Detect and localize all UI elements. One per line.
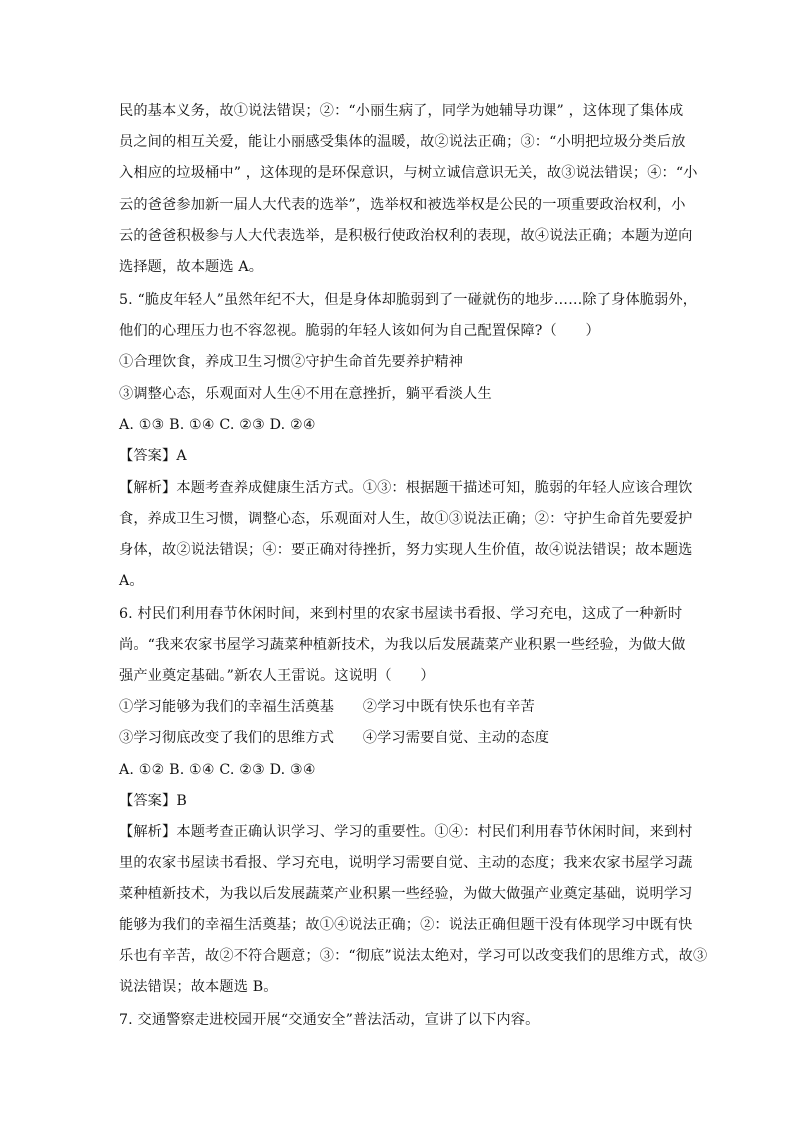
text-line: 员之间的相互关爱，能让小丽感受集体的温暖，故②说法正确；③：“小明把垃圾分类后放: [119, 134, 686, 150]
question-6-analysis: 【解析】本题考查正确认识学习、学习的重要性。①④：村民们利用春节休闲时间，来到村: [119, 824, 693, 840]
text-line: 选择题，故本题选 A。: [119, 259, 264, 275]
question-6-statements: ③学习彻底改变了我们的思维方式 ④学习需要自觉、主动的态度: [119, 730, 550, 746]
question-6-stem: 强产业奠定基础。”新农人王雷说。这说明（ ）: [119, 668, 435, 684]
text-line: 云的爸爸参加新一届人大代表的选举”，选举权和被选举权是公民的一项重要政治权利，小: [119, 197, 686, 213]
question-5-analysis: 【解析】本题考查养成健康生活方式。①③：根据题干描述可知，脆弱的年轻人应该合理饮: [119, 480, 693, 496]
question-6-analysis: 乐也有辛苦，故②不符合题意；③：“彻底”说法太绝对，学习可以改变我们的思维方式，故③: [119, 948, 708, 964]
question-5-options: A. ①③ B. ①④ C. ②③ D. ②④: [119, 417, 316, 433]
question-6-analysis: 里的农家书屋读书看报、学习充电，说明学习需要自觉、主动的态度；我来农家书屋学习蔬: [119, 855, 693, 871]
question-5-stem: 5. “脆皮年轻人”虽然年纪不大，但是身体却脆弱到了一碰就伤的地步……除了身体脆弱外，: [119, 292, 698, 308]
question-5-answer: 【答案】A: [119, 448, 187, 464]
question-5-statements: ③调整心态，乐观面对人生④不用在意挫折，躺平看淡人生: [119, 386, 492, 402]
text-line: 民的基本义务，故①说法错误；②：“小丽生病了，同学为她辅导功课” ，这体现了集体成: [119, 103, 684, 119]
question-7-stem: 7. 交通警察走进校园开展“交通安全”普法活动，宣讲了以下内容。: [119, 1012, 540, 1028]
question-5-stem: 他们的心理压力也不容忽视。脆弱的年轻人该如何为自己配置保障?（ ）: [119, 323, 600, 339]
question-5-analysis: 身体，故②说法错误；④：要正确对待挫折，努力实现人生价值，故④说法错误；故本题选: [119, 542, 693, 558]
question-6-answer: 【答案】B: [119, 793, 187, 809]
question-5-analysis: 食，养成卫生习惯，调整心态，乐观面对人生，故①③说法正确；②：守护生命首先要爱护: [119, 511, 693, 527]
question-6-stem: 6. 村民们利用春节休闲时间，来到村里的农家书屋读书看报、学习充电，这成了一种新时: [119, 606, 683, 622]
question-6-analysis: 能够为我们的幸福生活奠基；故①④说法正确；②：说法正确但题干没有体现学习中既有快: [119, 917, 693, 933]
text-line: 入相应的垃圾桶中” ，这体现的是环保意识，与树立诚信意识无关，故③说法错误；④：“小: [119, 165, 698, 181]
question-6-analysis: 说法错误；故本题选 B。: [119, 979, 278, 995]
question-5-analysis: A。: [119, 573, 144, 589]
question-6-options: A. ①② B. ①④ C. ②③ D. ③④: [119, 762, 316, 778]
question-6-analysis: 菜种植新技术，为我以后发展蔬菜产业积累一些经验，为做大做强产业奠定基础，说明学习: [119, 886, 693, 902]
text-line: 云的爸爸积极参与人大代表选举，是积极行使政治权利的表现，故④说法正确；本题为逆向: [119, 228, 693, 244]
question-6-statements: ①学习能够为我们的幸福生活奠基 ②学习中既有快乐也有辛苦: [119, 699, 535, 715]
question-5-statements: ①合理饮食，养成卫生习惯②守护生命首先要养护精神: [119, 354, 464, 370]
question-6-stem: 尚。“我来农家书屋学习蔬菜种植新技术，为我以后发展蔬菜产业积累一些经验，为做大做: [119, 637, 686, 653]
